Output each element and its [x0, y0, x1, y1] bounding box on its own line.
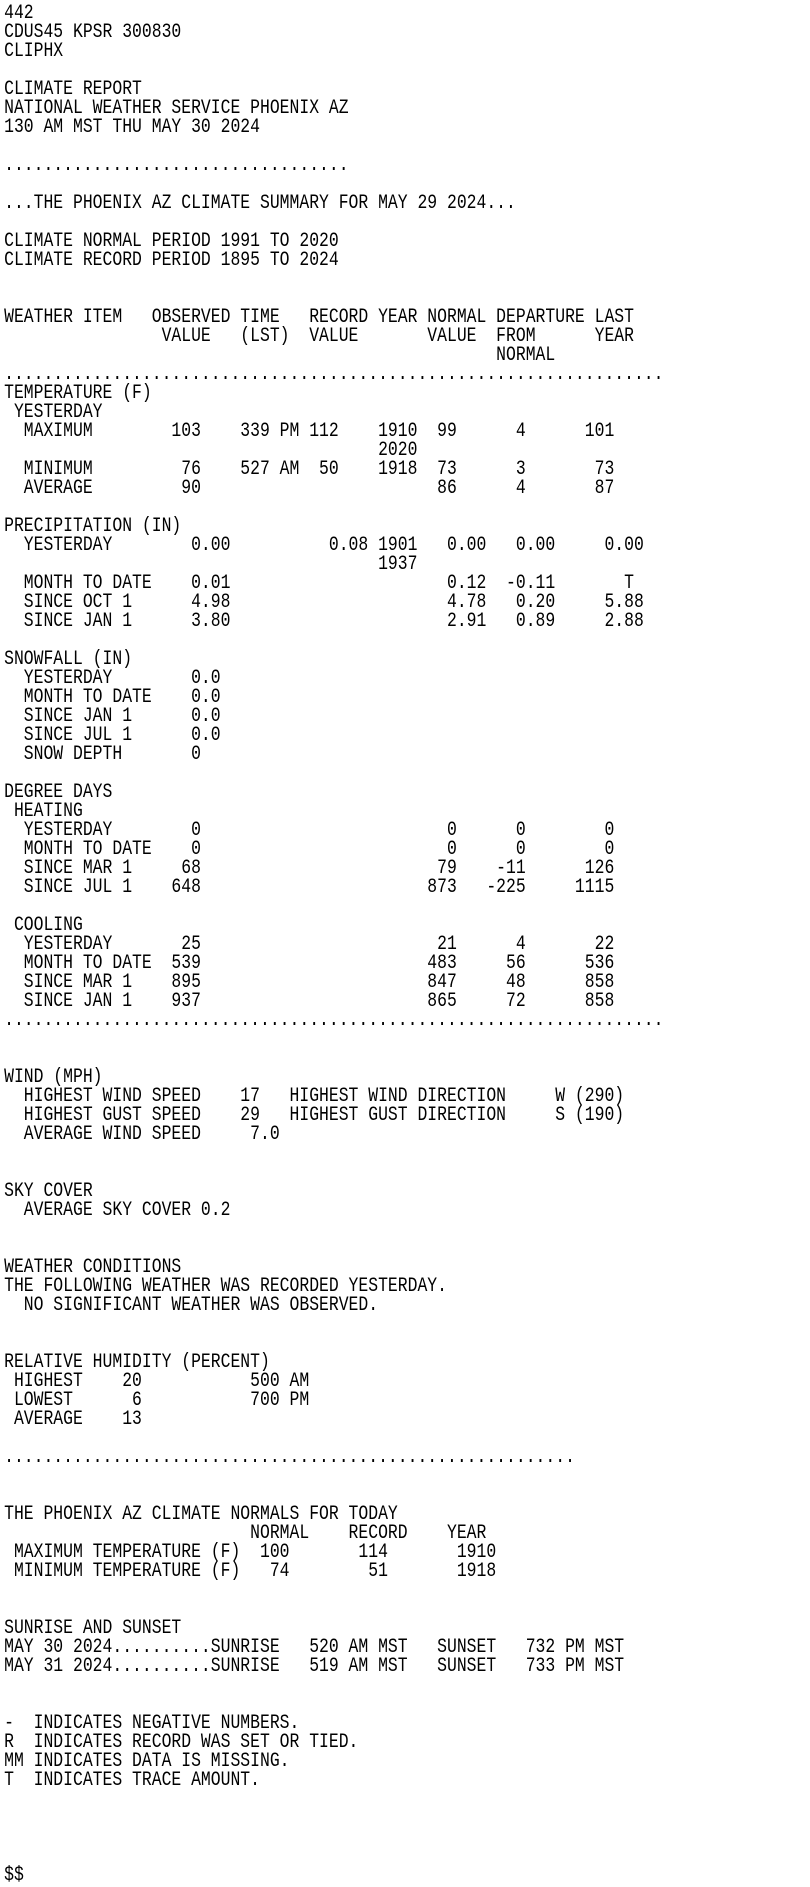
table-row: HIGHEST WIND SPEED 17 HIGHEST WIND DIRECTION W (290) — [4, 1085, 625, 1108]
section-heading-sunrise-sunset: SUNRISE AND SUNSET — [4, 1617, 182, 1640]
separator-long: ................................................................... — [4, 1009, 664, 1032]
legend-line: MM INDICATES DATA IS MISSING. — [4, 1750, 290, 1773]
legend-line: - INDICATES NEGATIVE NUMBERS. — [4, 1712, 300, 1735]
table-row: 2020 — [4, 439, 418, 462]
blank-line — [4, 897, 664, 916]
blank-line — [4, 1467, 664, 1486]
product-end-marker: $$ — [4, 1864, 24, 1887]
table-row: YESTERDAY 0.00 0.08 1901 0.00 0.00 0.00 — [4, 534, 644, 557]
normals-column-header: NORMAL RECORD YEAR — [4, 1522, 487, 1545]
table-row: MONTH TO DATE 0.0 — [4, 686, 221, 709]
record-period: CLIMATE RECORD PERIOD 1895 TO 2024 — [4, 249, 339, 272]
table-row: SINCE JUL 1 648 873 -225 1115 — [4, 876, 615, 899]
section-heading-precipitation: PRECIPITATION (IN) — [4, 515, 182, 538]
blank-line — [4, 1809, 664, 1828]
section-heading-degree-days: DEGREE DAYS — [4, 781, 113, 804]
blank-line — [4, 1220, 664, 1239]
table-row: YESTERDAY 0.0 — [4, 667, 221, 690]
product-id-line: 442 — [4, 2, 34, 25]
separator-short: ................................... — [4, 154, 349, 177]
subheading-cooling: COOLING — [4, 914, 83, 937]
table-row: MAY 31 2024..........SUNRISE 519 AM MST SUNSET 733 PM MST — [4, 1655, 625, 1678]
table-row: MAY 30 2024..........SUNRISE 520 AM MST SUNSET 732 PM MST — [4, 1636, 625, 1659]
table-header-line: NORMAL — [4, 344, 556, 367]
issue-time: 130 AM MST THU MAY 30 2024 — [4, 116, 260, 139]
section-heading-relative-humidity: RELATIVE HUMIDITY (PERCENT) — [4, 1351, 270, 1374]
table-row: AVERAGE SKY COVER 0.2 — [4, 1199, 231, 1222]
table-header-line: WEATHER ITEM OBSERVED TIME RECORD YEAR NORMAL DEPARTURE LAST — [4, 306, 634, 329]
table-row: AVERAGE 90 86 4 87 — [4, 477, 615, 500]
wmo-header-line: CDUS45 KPSR 300830 — [4, 21, 182, 44]
table-row: SINCE JAN 1 0.0 — [4, 705, 221, 728]
section-heading-normals: THE PHOENIX AZ CLIMATE NORMALS FOR TODAY — [4, 1503, 398, 1526]
issuing-office: NATIONAL WEATHER SERVICE PHOENIX AZ — [4, 97, 349, 120]
table-row: YESTERDAY 0 0 0 0 — [4, 819, 615, 842]
blank-line — [4, 1847, 664, 1866]
table-row: HIGHEST GUST SPEED 29 HIGHEST GUST DIRECTION S (190) — [4, 1104, 625, 1127]
table-row: SINCE JUL 1 0.0 — [4, 724, 221, 747]
table-row: HIGHEST 20 500 AM — [4, 1370, 310, 1393]
subheading-heating: HEATING — [4, 800, 83, 823]
table-row: SNOW DEPTH 0 — [4, 743, 201, 766]
table-row: MONTH TO DATE 0.01 0.12 -0.11 T — [4, 572, 634, 595]
section-heading-temperature: TEMPERATURE (F) — [4, 382, 152, 405]
blank-line — [4, 1828, 664, 1847]
table-row: MAXIMUM 103 339 PM 112 1910 99 4 101 — [4, 420, 615, 443]
section-heading-sky-cover: SKY COVER — [4, 1180, 93, 1203]
table-row: LOWEST 6 700 PM — [4, 1389, 310, 1412]
table-row: MINIMUM 76 527 AM 50 1918 73 3 73 — [4, 458, 615, 481]
blank-line — [4, 1676, 664, 1695]
table-row: YESTERDAY 25 21 4 22 — [4, 933, 615, 956]
blank-line — [4, 1790, 664, 1809]
table-row: MAXIMUM TEMPERATURE (F) 100 114 1910 — [4, 1541, 497, 1564]
table-row: SINCE JAN 1 3.80 2.91 0.89 2.88 — [4, 610, 644, 633]
subheading-yesterday: YESTERDAY — [4, 401, 103, 424]
summary-title: ...THE PHOENIX AZ CLIMATE SUMMARY FOR MAY 29 2024... — [4, 192, 516, 215]
table-row: MONTH TO DATE 0 0 0 0 — [4, 838, 615, 861]
section-heading-weather-conditions: WEATHER CONDITIONS — [4, 1256, 182, 1279]
table-header-line: VALUE (LST) VALUE VALUE FROM YEAR — [4, 325, 634, 348]
normal-period: CLIMATE NORMAL PERIOD 1991 TO 2020 — [4, 230, 339, 253]
table-row: SINCE MAR 1 895 847 48 858 — [4, 971, 615, 994]
blank-line — [4, 1144, 664, 1163]
legend-line: R INDICATES RECORD WAS SET OR TIED. — [4, 1731, 359, 1754]
section-heading-snowfall: SNOWFALL (IN) — [4, 648, 133, 671]
section-heading-wind: WIND (MPH) — [4, 1066, 103, 1089]
table-row: AVERAGE 13 — [4, 1408, 142, 1431]
legend-line: T INDICATES TRACE AMOUNT. — [4, 1769, 260, 1792]
blank-line — [4, 270, 664, 289]
table-row: 1937 — [4, 553, 418, 576]
table-row: SINCE OCT 1 4.98 4.78 0.20 5.88 — [4, 591, 644, 614]
table-row: SINCE MAR 1 68 79 -11 126 — [4, 857, 615, 880]
table-row: MINIMUM TEMPERATURE (F) 74 51 1918 — [4, 1560, 497, 1583]
separator-long: ................................................................... — [4, 363, 664, 386]
weather-conditions-line: NO SIGNIFICANT WEATHER WAS OBSERVED. — [4, 1294, 379, 1317]
awips-id-line: CLIPHX — [4, 40, 64, 63]
blank-line — [4, 1581, 664, 1600]
blank-line — [4, 1049, 664, 1068]
table-row: SINCE JAN 1 937 865 72 858 — [4, 990, 615, 1013]
report-title: CLIMATE REPORT — [4, 78, 142, 101]
blank-line — [4, 1163, 664, 1182]
weather-conditions-line: THE FOLLOWING WEATHER WAS RECORDED YESTERDAY. — [4, 1275, 447, 1298]
separator-medium: .......................................................... — [4, 1446, 575, 1469]
blank-line — [4, 1315, 664, 1334]
table-row: AVERAGE WIND SPEED 7.0 — [4, 1123, 280, 1146]
table-row: MONTH TO DATE 539 483 56 536 — [4, 952, 615, 975]
blank-line — [4, 1030, 664, 1049]
